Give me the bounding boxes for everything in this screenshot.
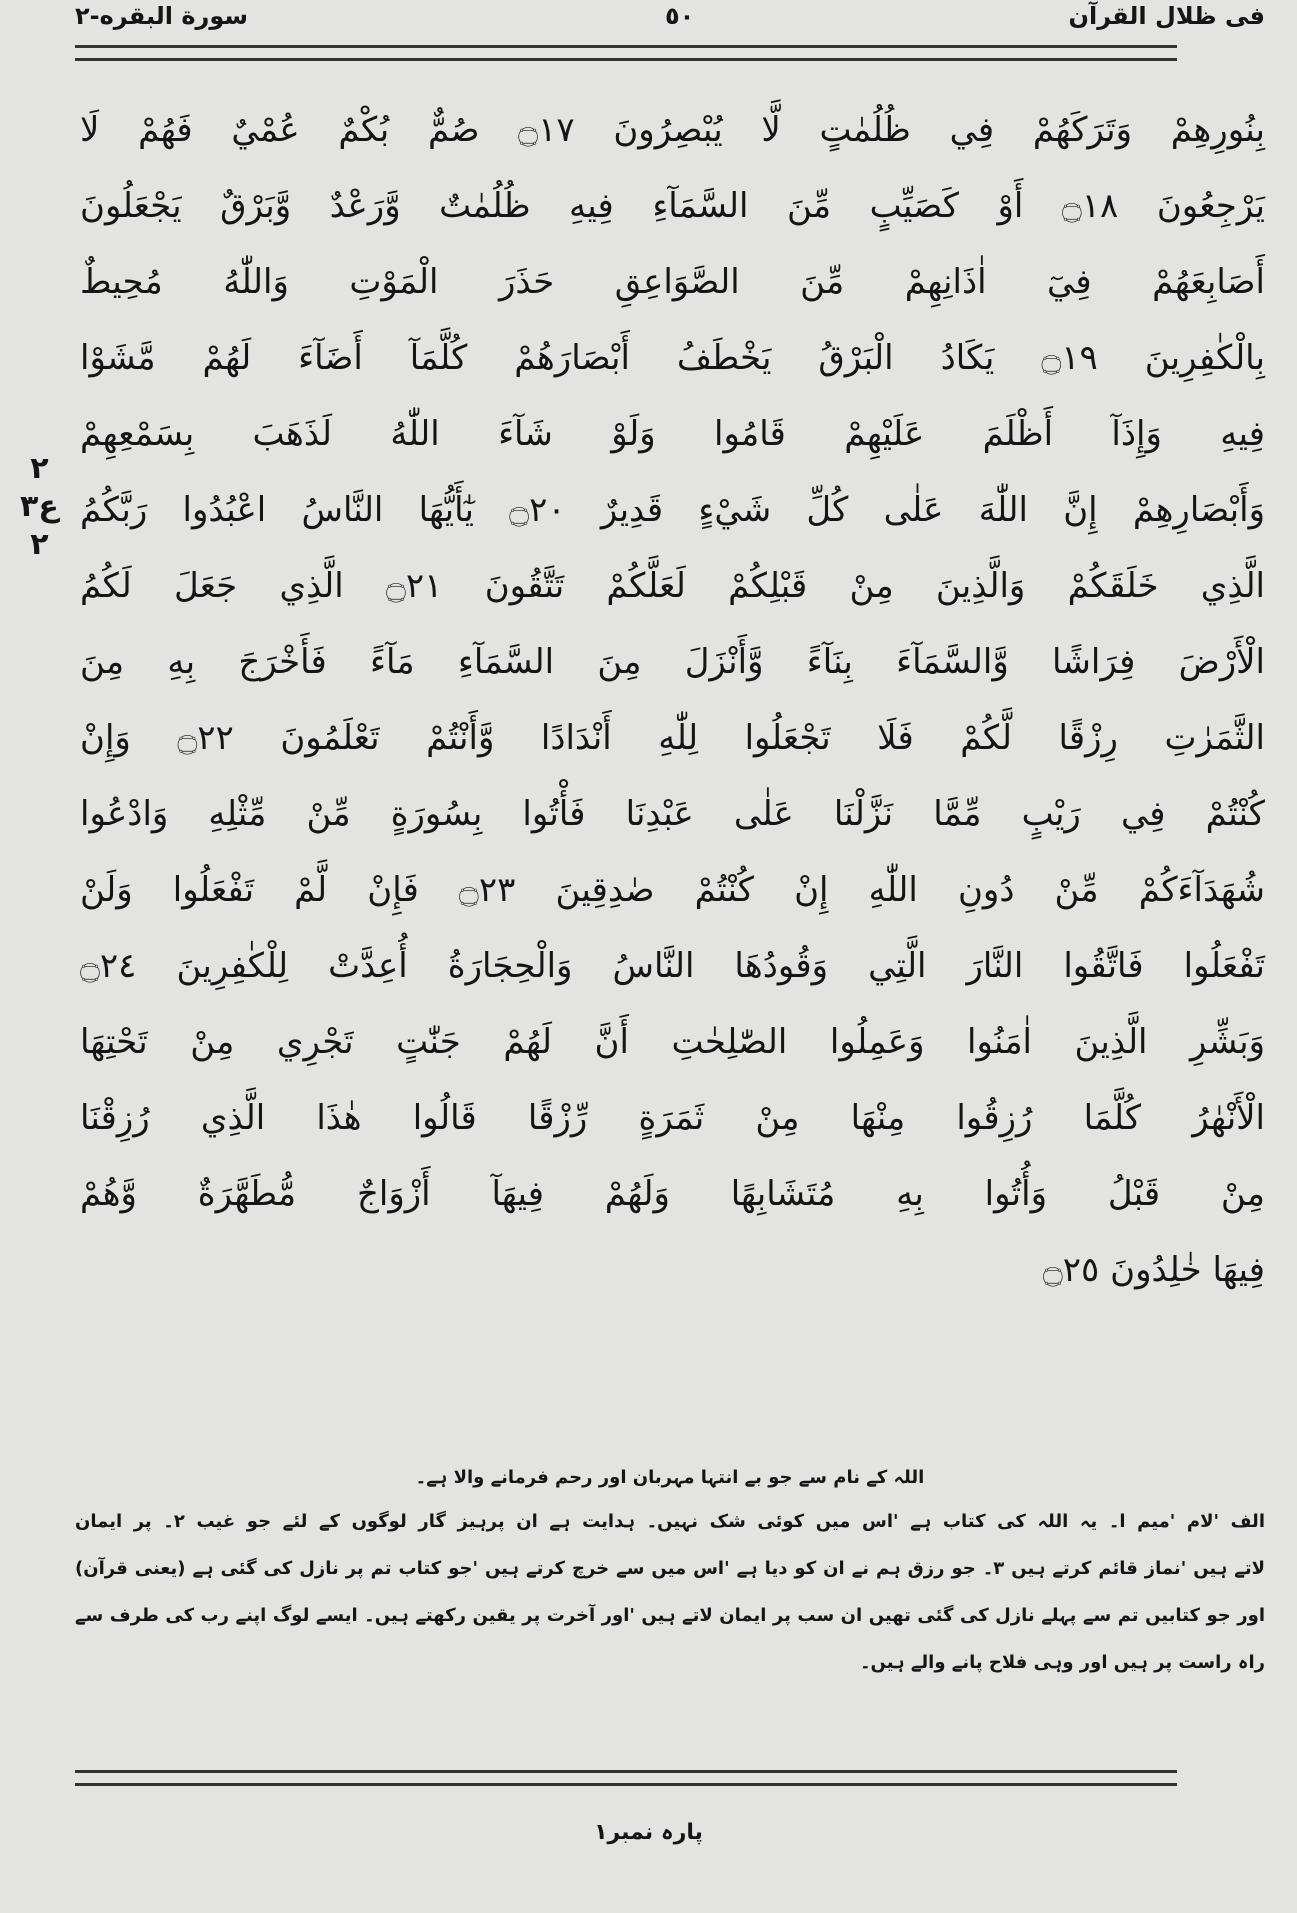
translation-line: اور جو کتابیں تم سے پہلے نازل کی گئی تھیں ان سب پر ایمان لاتے ہیں 'اور آخرت پر یقین رکھتے ہیں۔ ایسے لوگ اپنے رب کی طرف سے xyxy=(75,1605,1265,1626)
book-title: فی ظلال القرآن xyxy=(1068,2,1265,30)
margin-note-line: ٢ xyxy=(30,527,49,562)
quran-line: الثَّمَرٰتِ رِزْقًا لَّكُمْ فَلَا تَجْعَلُوا لِلّٰهِ أَنْدَادًا وَّأَنْتُمْ تَعْلَمُونَ ۝٢٢ وَإِنْ xyxy=(80,718,1265,758)
quran-line: الَّذِي خَلَقَكُمْ وَالَّذِينَ مِنْ قَبْلِكُمْ لَعَلَّكُمْ تَتَّقُونَ ۝٢١ الَّذِي جَعَلَ لَكُمُ xyxy=(80,566,1266,606)
quran-line: الْأَرْضَ فِرَاشًا وَّالسَّمَآءَ بِنَآءً وَّأَنْزَلَ مِنَ السَّمَآءِ مَآءً فَأَخْرَجَ بِهِ مِنَ xyxy=(80,642,1265,682)
quran-line: فِيهِ وَإِذَآ أَظْلَمَ عَلَيْهِمْ قَامُوا وَلَوْ شَآءَ اللّٰهُ لَذَهَبَ بِسَمْعِهِمْ xyxy=(80,414,1265,454)
quran-line: وَأَبْصَارِهِمْ إِنَّ اللّٰهَ عَلٰى كُلِّ شَيْءٍ قَدِيرٌ ۝٢٠ يٰٓأَيُّهَا النَّاسُ اعْبُدُوا رَبَّكُمُ xyxy=(80,490,1266,530)
quran-line: كُنْتُمْ فِي رَيْبٍ مِّمَّا نَزَّلْنَا عَلٰى عَبْدِنَا فَأْتُوا بِسُورَةٍ مِّنْ مِّثْلِهِ وَادْعُوا xyxy=(80,794,1265,834)
translation-line: راہ راست پر ہیں اور وہی فلاح پانے والے ہیں۔ xyxy=(859,1652,1265,1673)
translation-line: الف 'لام 'میم ا۔ یہ اللہ کی کتاب ہے 'اس میں کوئی شک نہیں۔ ہدایت ہے ان پرہیز گار لوگوں کے لئے جو غیب ۲۔ پر ایمان xyxy=(75,1511,1265,1532)
quran-line: أَصَابِعَهُمْ فِيٓ اٰذَانِهِمْ مِّنَ الصَّوَاعِقِ حَذَرَ الْمَوْتِ وَاللّٰهُ مُحِيطٌ xyxy=(80,262,1265,302)
surah-name: سورة البقره-٢ xyxy=(75,2,249,30)
quran-line: مِنْ قَبْلُ وَأُتُوا بِهِ مُتَشَابِهًا وَلَهُمْ فِيهَآ أَزْوَاجٌ مُّطَهَّرَةٌ وَّهُمْ xyxy=(80,1174,1265,1214)
quran-line: الْأَنْهٰرُ كُلَّمَا رُزِقُوا مِنْهَا مِنْ ثَمَرَةٍ رِّزْقًا قَالُوا هٰذَا الَّذِي رُزِقْنَا xyxy=(80,1098,1265,1138)
para-number: پارہ نمبر۱ xyxy=(594,1820,703,1845)
quran-line: تَفْعَلُوا فَاتَّقُوا النَّارَ الَّتِي وَقُودُهَا النَّاسُ وَالْحِجَارَةُ أُعِدَّتْ لِلْكٰفِرِينَ ۝٢٤ xyxy=(80,946,1265,986)
quran-line: شُهَدَآءَكُمْ مِّنْ دُونِ اللّٰهِ إِنْ كُنْتُمْ صٰدِقِينَ ۝٢٣ فَإِنْ لَّمْ تَفْعَلُوا وَلَنْ xyxy=(80,870,1265,910)
urdu-translation xyxy=(75,1458,1265,1686)
quran-line: وَبَشِّرِ الَّذِينَ اٰمَنُوا وَعَمِلُوا الصّٰلِحٰتِ أَنَّ لَهُمْ جَنّٰتٍ تَجْرِي مِنْ تَحْتِهَا xyxy=(80,1022,1265,1062)
header-divider xyxy=(75,45,1177,61)
footer-divider xyxy=(75,1770,1177,1786)
page-header xyxy=(75,0,1265,40)
translation-heading: اللہ کے نام سے جو بے انتہا مہربان اور رحم فرمانے والا ہے۔ xyxy=(415,1467,925,1488)
quran-line: بِالْكٰفِرِينَ ۝١٩ يَكَادُ الْبَرْقُ يَخْطَفُ أَبْصَارَهُمْ كُلَّمَآ أَضَآءَ لَهُمْ مَّشَوْا xyxy=(80,338,1266,378)
margin-note-line: ع٣ xyxy=(20,489,59,524)
translation-line: لاتے ہیں 'نماز قائم کرتے ہیں ۳۔ جو رزق ہم نے ان کو دیا ہے 'اس میں سے خرچ کرتے ہیں 'جو کتاب تم پر نازل کی گئی ہے (یعنی قرآن) xyxy=(75,1558,1265,1579)
quran-line: يَرْجِعُونَ ۝١٨ أَوْ كَصَيِّبٍ مِّنَ السَّمَآءِ فِيهِ ظُلُمٰتٌ وَّرَعْدٌ وَّبَرْقٌ يَجْعَلُونَ xyxy=(80,186,1265,226)
ruku-margin-note xyxy=(20,450,59,564)
page-number: ٥٠ xyxy=(665,2,695,30)
quran-line: بِنُورِهِمْ وَتَرَكَهُمْ فِي ظُلُمٰتٍ لَّا يُبْصِرُونَ ۝١٧ صُمٌّ بُكْمٌ عُمْيٌ فَهُمْ لَا xyxy=(80,110,1265,150)
quran-line: فِيهَا خٰلِدُونَ ۝٢٥ xyxy=(1042,1250,1265,1290)
margin-note-line: ٢ xyxy=(30,451,49,486)
quran-text xyxy=(80,92,1265,1308)
